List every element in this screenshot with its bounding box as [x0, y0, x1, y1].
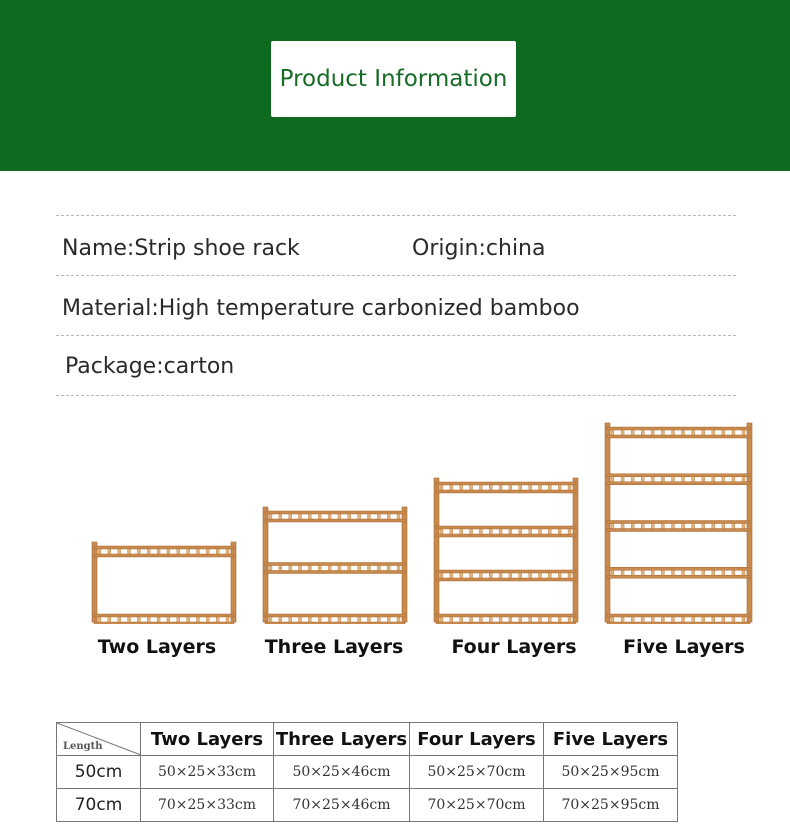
- table-corner-cell: [57, 723, 141, 756]
- product-package: Package:carton: [65, 354, 235, 379]
- table-header: Three Layers: [274, 723, 410, 756]
- rack-label-four: Four Layers: [451, 636, 577, 658]
- size-table: [56, 722, 678, 822]
- title-box: [271, 41, 516, 117]
- table-cell: 50×25×33cm: [141, 756, 274, 789]
- header-banner: [0, 0, 790, 171]
- rack-shelf: [607, 474, 750, 485]
- divider: [56, 275, 736, 276]
- rack-shelf: [607, 614, 750, 624]
- table-cell: 50×25×95cm: [544, 756, 678, 789]
- product-name: Name:Strip shoe rack: [62, 236, 300, 261]
- table-cell: 50×25×70cm: [410, 756, 544, 789]
- table-row: [57, 789, 678, 822]
- table-header: Two Layers: [141, 723, 274, 756]
- divider: [56, 335, 736, 336]
- table-header-row: [57, 723, 678, 756]
- rack-shelf: [94, 614, 234, 624]
- rack-shelf: [607, 567, 750, 578]
- rack-shelf: [436, 526, 576, 537]
- table-row: [57, 756, 678, 789]
- rack-label-two: Two Layers: [97, 636, 217, 658]
- product-material: Material:High temperature carbonized bamboo: [62, 296, 580, 321]
- table-cell: 70×25×33cm: [141, 789, 274, 822]
- row-label: 50cm: [57, 756, 141, 789]
- table-cell: 70×25×46cm: [274, 789, 410, 822]
- rack-shelf: [265, 563, 405, 574]
- rack-label-three: Three Layers: [264, 636, 404, 658]
- two-layer-rack-image: [88, 540, 240, 624]
- divider: [56, 215, 736, 216]
- table-cell: 50×25×46cm: [274, 756, 410, 789]
- rack-shelf: [436, 614, 576, 624]
- table-cell: 70×25×95cm: [544, 789, 678, 822]
- rack-shelf: [265, 511, 405, 522]
- table-header: Four Layers: [410, 723, 544, 756]
- rack-leg: [434, 478, 439, 622]
- table-header: Five Layers: [544, 723, 678, 756]
- rack-shelf: [94, 546, 234, 557]
- table-cell: 70×25×70cm: [410, 789, 544, 822]
- rack-shelf: [607, 427, 750, 438]
- product-origin: Origin:china: [412, 236, 546, 261]
- page-title: Product Information: [279, 66, 508, 92]
- three-layer-rack-image: [259, 505, 411, 624]
- rack-shelf: [436, 570, 576, 581]
- five-layer-rack-image: [601, 421, 756, 624]
- rack-shelf: [265, 614, 405, 624]
- corner-label: Length: [63, 741, 103, 752]
- rack-label-five: Five Layers: [623, 636, 745, 658]
- divider: [56, 395, 736, 396]
- row-label: 70cm: [57, 789, 141, 822]
- rack-shelf: [607, 521, 750, 532]
- rack-leg: [573, 478, 578, 622]
- rack-shelf: [436, 482, 576, 493]
- four-layer-rack-image: [430, 476, 582, 624]
